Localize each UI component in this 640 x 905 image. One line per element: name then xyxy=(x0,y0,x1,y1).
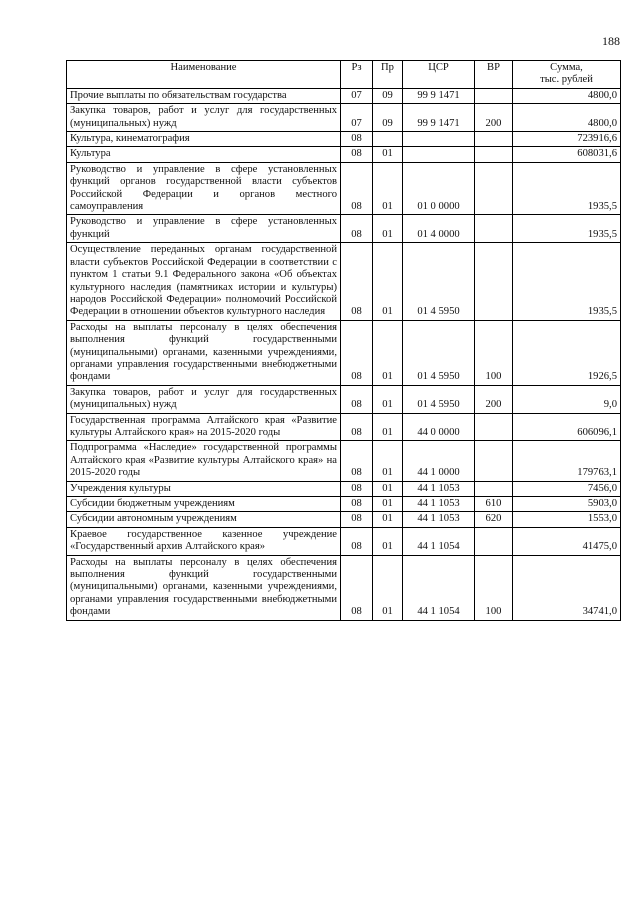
row-sum: 1926,5 xyxy=(513,320,621,385)
row-pr: 01 xyxy=(373,320,403,385)
row-name: Расходы на выплаты персоналу в целях обеспечения выполнения функций государственными (муниципальными) органами, казенными учреждениями, органами управления государственными внебюджетными фондами xyxy=(67,555,341,620)
row-csr: 99 9 1471 xyxy=(403,88,475,103)
table-row xyxy=(67,385,621,413)
table-row xyxy=(67,132,621,147)
header-pr: Пр xyxy=(373,61,403,89)
page-number: 188 xyxy=(602,34,620,48)
header-rz: Рз xyxy=(341,61,373,89)
row-vr xyxy=(475,243,513,320)
table-row xyxy=(67,320,621,385)
row-name: Руководство и управление в сфере установленных функций xyxy=(67,215,341,243)
row-vr xyxy=(475,162,513,215)
row-rz: 08 xyxy=(341,385,373,413)
row-name: Субсидии бюджетным учреждениям xyxy=(67,497,341,512)
row-rz: 08 xyxy=(341,497,373,512)
row-pr: 01 xyxy=(373,215,403,243)
row-vr xyxy=(475,441,513,481)
table-row xyxy=(67,497,621,512)
row-vr xyxy=(475,215,513,243)
row-name: Краевое государственное казенное учреждение «Государственный архив Алтайского края» xyxy=(67,527,341,555)
row-pr: 09 xyxy=(373,104,403,132)
row-csr: 44 1 1054 xyxy=(403,527,475,555)
row-rz: 08 xyxy=(341,481,373,496)
row-vr: 200 xyxy=(475,104,513,132)
row-csr: 44 0 0000 xyxy=(403,413,475,441)
row-name: Закупка товаров, работ и услуг для государственных (муниципальных) нужд xyxy=(67,385,341,413)
row-rz: 08 xyxy=(341,162,373,215)
table-row xyxy=(67,441,621,481)
table-row xyxy=(67,527,621,555)
row-sum: 179763,1 xyxy=(513,441,621,481)
row-vr xyxy=(475,88,513,103)
row-pr: 01 xyxy=(373,527,403,555)
row-vr xyxy=(475,481,513,496)
row-name: Закупка товаров, работ и услуг для государственных (муниципальных) нужд xyxy=(67,104,341,132)
row-sum: 41475,0 xyxy=(513,527,621,555)
row-csr: 44 1 1054 xyxy=(403,555,475,620)
row-csr: 44 1 1053 xyxy=(403,512,475,527)
row-sum: 4800,0 xyxy=(513,104,621,132)
row-sum: 7456,0 xyxy=(513,481,621,496)
row-pr: 01 xyxy=(373,512,403,527)
row-csr: 01 4 5950 xyxy=(403,243,475,320)
row-csr: 44 1 0000 xyxy=(403,441,475,481)
row-vr: 100 xyxy=(475,555,513,620)
row-rz: 08 xyxy=(341,441,373,481)
row-rz: 08 xyxy=(341,320,373,385)
row-name: Руководство и управление в сфере установленных функций органов государственной власти субъектов Российской Федерации и органов местного самоуправления xyxy=(67,162,341,215)
row-pr: 01 xyxy=(373,385,403,413)
row-csr xyxy=(403,147,475,162)
table-header-row xyxy=(67,61,621,89)
row-rz: 08 xyxy=(341,555,373,620)
row-rz: 08 xyxy=(341,527,373,555)
row-name: Подпрограмма «Наследие» государственной программы Алтайского края «Развитие культуры Алтайского края» на 2015-2020 годы xyxy=(67,441,341,481)
row-pr: 01 xyxy=(373,481,403,496)
row-rz: 08 xyxy=(341,132,373,147)
row-vr: 620 xyxy=(475,512,513,527)
row-csr: 99 9 1471 xyxy=(403,104,475,132)
row-pr: 01 xyxy=(373,162,403,215)
row-csr: 01 0 0000 xyxy=(403,162,475,215)
row-vr xyxy=(475,527,513,555)
row-sum: 1553,0 xyxy=(513,512,621,527)
row-pr: 01 xyxy=(373,413,403,441)
row-name: Прочие выплаты по обязательствам государства xyxy=(67,88,341,103)
row-rz: 08 xyxy=(341,413,373,441)
table-row xyxy=(67,147,621,162)
table-row xyxy=(67,243,621,320)
row-rz: 08 xyxy=(341,147,373,162)
row-sum: 4800,0 xyxy=(513,88,621,103)
table-row xyxy=(67,215,621,243)
row-sum: 1935,5 xyxy=(513,215,621,243)
table-body xyxy=(67,88,621,620)
table-row xyxy=(67,104,621,132)
row-pr: 01 xyxy=(373,243,403,320)
row-vr: 610 xyxy=(475,497,513,512)
row-pr: 01 xyxy=(373,147,403,162)
table-row xyxy=(67,512,621,527)
row-vr xyxy=(475,147,513,162)
header-sum: Сумма, тыс. рублей xyxy=(513,61,621,89)
row-pr xyxy=(373,132,403,147)
row-csr: 44 1 1053 xyxy=(403,481,475,496)
row-pr: 01 xyxy=(373,441,403,481)
row-csr: 01 4 0000 xyxy=(403,215,475,243)
row-csr: 01 4 5950 xyxy=(403,320,475,385)
row-name: Культура, кинематография xyxy=(67,132,341,147)
row-csr xyxy=(403,132,475,147)
row-sum: 723916,6 xyxy=(513,132,621,147)
header-name: Наименование xyxy=(67,61,341,89)
row-vr xyxy=(475,413,513,441)
header-csr: ЦСР xyxy=(403,61,475,89)
row-pr: 01 xyxy=(373,497,403,512)
header-vr: ВР xyxy=(475,61,513,89)
row-rz: 07 xyxy=(341,88,373,103)
row-csr: 01 4 5950 xyxy=(403,385,475,413)
row-sum: 9,0 xyxy=(513,385,621,413)
row-name: Учреждения культуры xyxy=(67,481,341,496)
table-row xyxy=(67,413,621,441)
row-vr: 100 xyxy=(475,320,513,385)
row-rz: 07 xyxy=(341,104,373,132)
row-name: Государственная программа Алтайского края «Развитие культуры Алтайского края» на 2015-2020 годы xyxy=(67,413,341,441)
row-name: Субсидии автономным учреждениям xyxy=(67,512,341,527)
row-sum: 606096,1 xyxy=(513,413,621,441)
row-vr: 200 xyxy=(475,385,513,413)
row-sum: 1935,5 xyxy=(513,162,621,215)
row-vr xyxy=(475,132,513,147)
row-rz: 08 xyxy=(341,215,373,243)
row-sum: 1935,5 xyxy=(513,243,621,320)
row-pr: 01 xyxy=(373,555,403,620)
row-name: Осуществление переданных органам государственной власти субъектов Российской Федерации в соответствии с пунктом 1 статьи 9.1 Федерального закона «Об объектах культурного наследия (памятниках истории и культуры) народов Российской Федерации» полномочий Российской Федерации в отношении объектов культурного наследия xyxy=(67,243,341,320)
row-name: Культура xyxy=(67,147,341,162)
row-rz: 08 xyxy=(341,512,373,527)
row-name: Расходы на выплаты персоналу в целях обеспечения выполнения функций государственными (муниципальными) органами, казенными учреждениями, органами управления государственными внебюджетными фондами xyxy=(67,320,341,385)
row-sum: 5903,0 xyxy=(513,497,621,512)
table-row xyxy=(67,555,621,620)
row-sum: 34741,0 xyxy=(513,555,621,620)
row-rz: 08 xyxy=(341,243,373,320)
row-pr: 09 xyxy=(373,88,403,103)
table-row xyxy=(67,88,621,103)
row-sum: 608031,6 xyxy=(513,147,621,162)
table-row xyxy=(67,481,621,496)
row-csr: 44 1 1053 xyxy=(403,497,475,512)
table-row xyxy=(67,162,621,215)
budget-table xyxy=(66,60,621,621)
